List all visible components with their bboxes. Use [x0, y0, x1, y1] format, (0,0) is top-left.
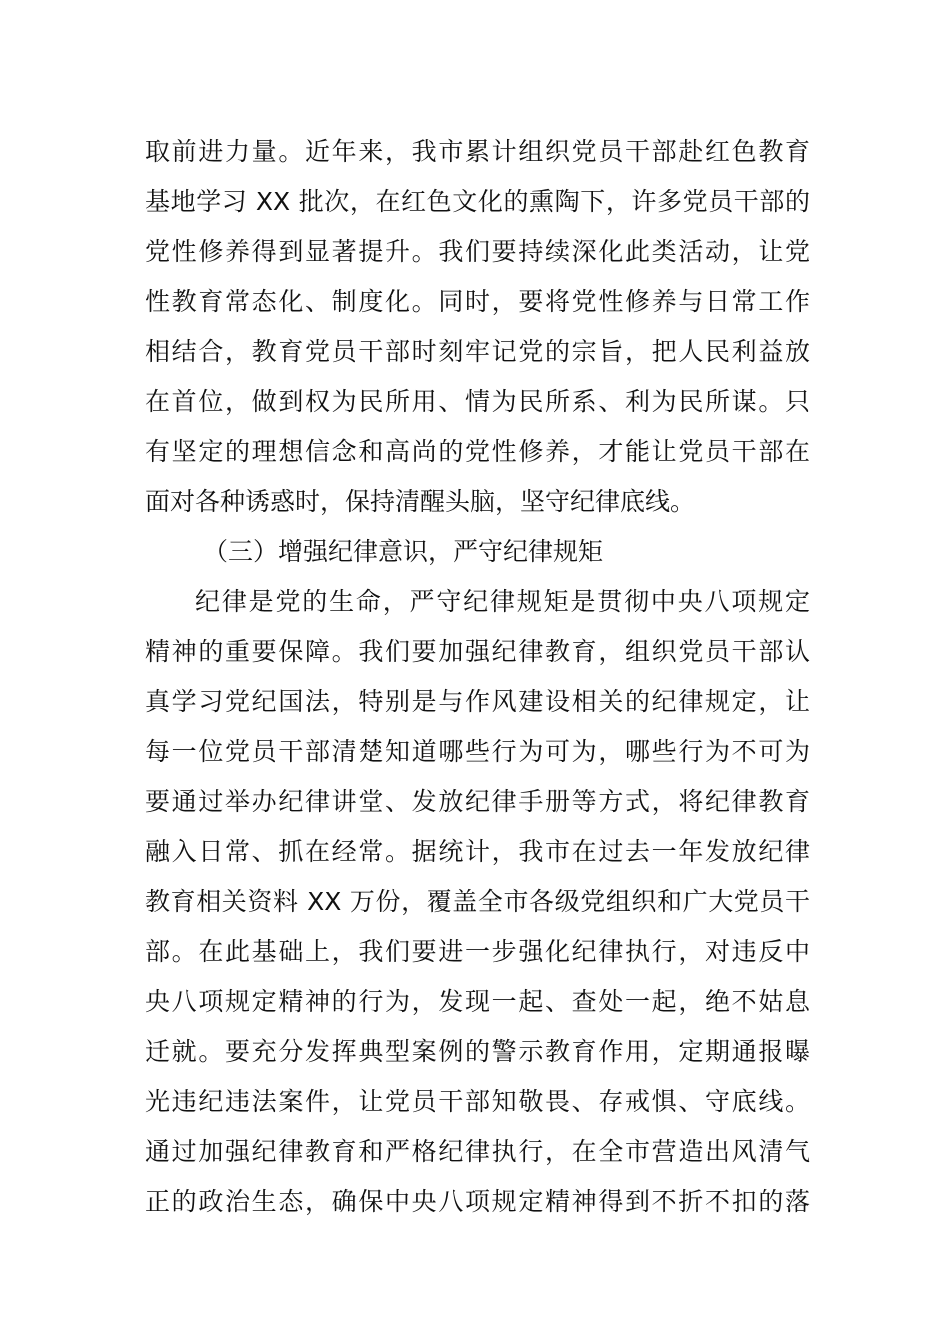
text-line: 真学习党纪国法，特别是与作风建设相关的纪律规定，让 [145, 687, 810, 716]
text-line: 纪律是党的生命，严守纪律规矩是贯彻中央八项规定 [195, 587, 810, 616]
text-line: 相结合，教育党员干部时刻牢记党的宗旨，把人民利益放 [145, 337, 810, 366]
text-line: 融入日常、抓在经常。据统计，我市在过去一年发放纪律 [145, 837, 810, 866]
text-line: 取前进力量。近年来，我市累计组织党员干部赴红色教育 [145, 137, 810, 166]
section-heading: （三）增强纪律意识，严守纪律规矩 [203, 537, 604, 566]
text-line: 性教育常态化、制度化。同时，要将党性修养与日常工作 [145, 287, 810, 316]
text-line: 基地学习 XX 批次，在红色文化的熏陶下，许多党员干部的 [145, 187, 810, 216]
text-line: 每一位党员干部清楚知道哪些行为可为，哪些行为不可为 [145, 737, 810, 766]
text-line: 教育相关资料 XX 万份，覆盖全市各级党组织和广大党员干 [145, 887, 810, 916]
text-line: 通过加强纪律教育和严格纪律执行，在全市营造出风清气 [145, 1137, 810, 1166]
text-line: 迁就。要充分发挥典型案例的警示教育作用，定期通报曝 [145, 1037, 810, 1066]
text-line: 央八项规定精神的行为，发现一起、查处一起，绝不姑息 [145, 987, 810, 1016]
text-line: 正的政治生态，确保中央八项规定精神得到不折不扣的落 [145, 1187, 810, 1216]
text-line: 精神的重要保障。我们要加强纪律教育，组织党员干部认 [145, 637, 810, 666]
text-line: 党性修养得到显著提升。我们要持续深化此类活动，让党 [145, 237, 810, 266]
text-line: 有坚定的理想信念和高尚的党性修养，才能让党员干部在 [145, 437, 810, 466]
text-line: 面对各种诱惑时，保持清醒头脑，坚守纪律底线。 [145, 487, 696, 516]
text-line: 要通过举办纪律讲堂、发放纪律手册等方式，将纪律教育 [145, 787, 810, 816]
text-line: 部。在此基础上，我们要进一步强化纪律执行，对违反中 [145, 937, 810, 966]
text-line: 在首位，做到权为民所用、情为民所系、利为民所谋。只 [145, 387, 810, 416]
paragraph-party-spirit [145, 127, 810, 1227]
text-line: 光违纪违法案件，让党员干部知敬畏、存戒惧、守底线。 [145, 1087, 810, 1116]
